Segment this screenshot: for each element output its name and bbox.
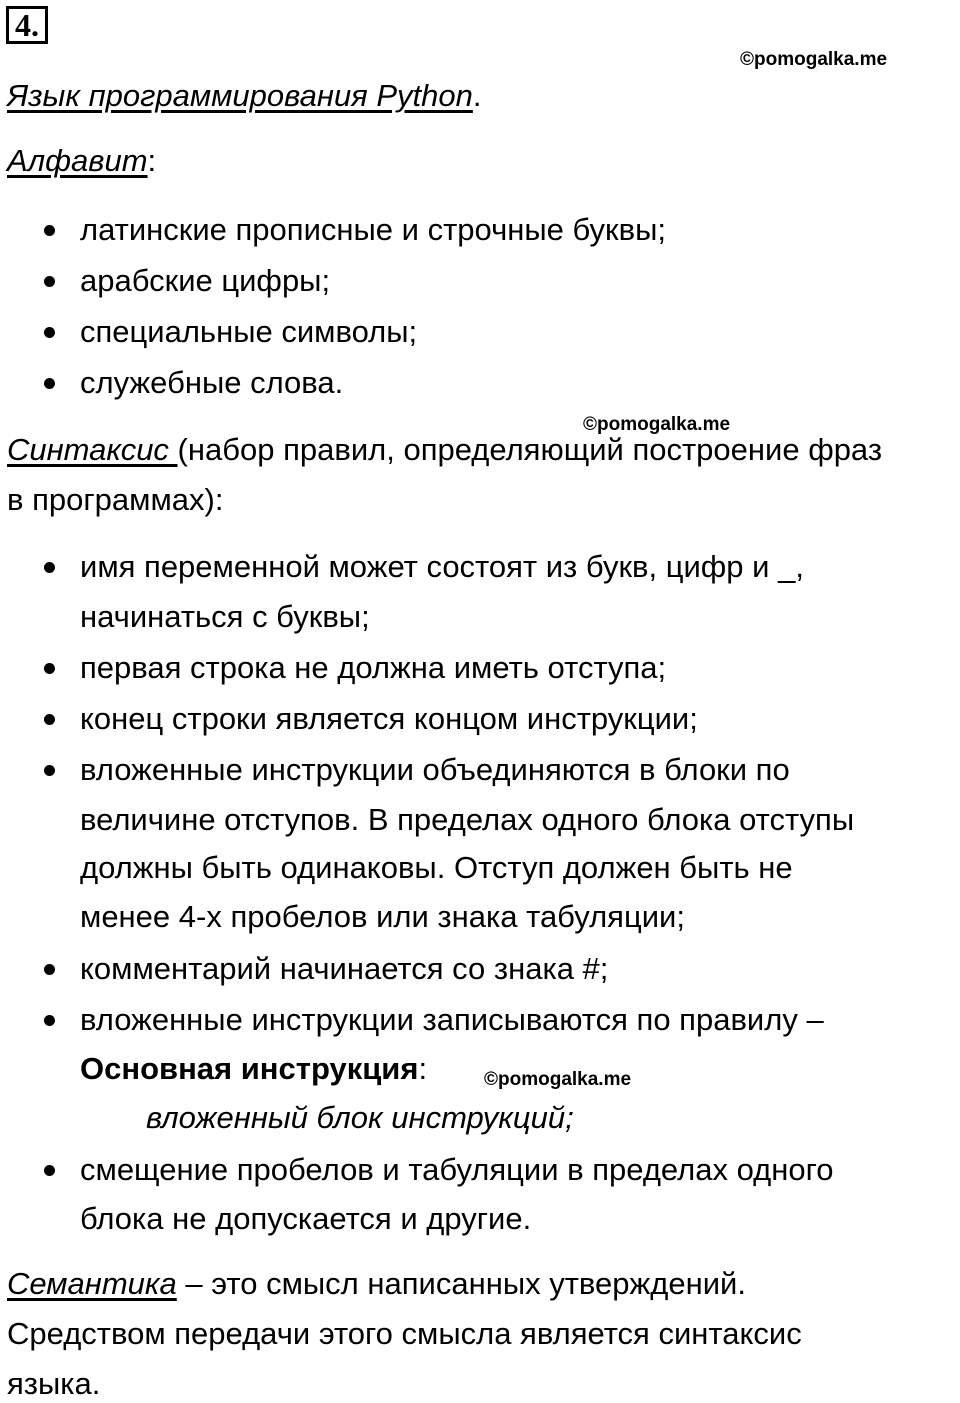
watermark-top: ©pomogalka.me — [740, 49, 888, 70]
rule-item-nested: вложенный блок инструкций; — [146, 1100, 574, 1135]
semantics-line-2: Средством передачи этого смысла является синтаксис — [7, 1316, 802, 1351]
syntax-item-line: менее 4-х пробелов или знака табуляции; — [80, 899, 685, 934]
syntax-intro-1: (набор правил, определяющий построение фраз — [177, 432, 883, 467]
bullet-icon — [44, 276, 55, 287]
syntax-item-line: первая строка не должна иметь отступа; — [80, 650, 667, 685]
syntax-item-line: имя переменной может состоят из букв, цифр и _, — [80, 549, 804, 584]
watermark-bottom: ©pomogalka.me — [484, 1069, 632, 1090]
alphabet-heading: Алфавит — [7, 143, 148, 178]
syntax-item-line: конец строки является концом инструкции; — [80, 701, 698, 736]
syntax-last-line: блока не допускается и другие. — [80, 1201, 532, 1236]
title-line — [7, 78, 482, 114]
rule-item-bold: Основная инструкция — [80, 1051, 419, 1086]
rule-item-colon: : — [418, 1051, 428, 1086]
title-underlined: Язык программирования Python — [7, 78, 473, 113]
semantics-rest: – это смысл написанных утверждений. — [176, 1266, 746, 1301]
syntax-item-line: должны быть одинаковы. Отступ должен быть не — [80, 850, 793, 885]
alphabet-item: служебные слова. — [80, 365, 344, 400]
bullet-icon — [44, 225, 55, 236]
syntax-last-line: смещение пробелов и табуляции в пределах одного — [80, 1152, 834, 1187]
bullet-icon — [44, 765, 55, 776]
syntax-heading-line — [7, 432, 882, 468]
alphabet-item: специальные символы; — [80, 314, 418, 349]
bullet-icon — [44, 378, 55, 389]
bullet-icon — [44, 1165, 55, 1176]
syntax-item-line: комментарий начинается со знака #; — [80, 951, 609, 986]
bullet-icon — [44, 327, 55, 338]
bullet-icon — [44, 663, 55, 674]
bullet-icon — [44, 964, 55, 975]
syntax-item-line: вложенные инструкции объединяются в блоки по — [80, 752, 790, 787]
alphabet-item: арабские цифры; — [80, 263, 331, 298]
bullet-icon — [44, 1015, 55, 1026]
syntax-item-line: начинаться с буквы; — [80, 599, 370, 634]
alphabet-heading-line — [7, 143, 156, 179]
alphabet-heading-suffix: : — [147, 143, 157, 178]
title-suffix: . — [472, 78, 482, 113]
semantics-line-1 — [7, 1266, 746, 1302]
semantics-line-3: языка. — [7, 1366, 101, 1401]
rule-item-main — [80, 1044, 427, 1094]
syntax-heading: Синтаксис — [7, 432, 178, 467]
bullet-icon — [44, 714, 55, 725]
semantics-heading: Семантика — [7, 1266, 177, 1301]
task-number-box: 4. — [6, 6, 48, 44]
alphabet-item: латинские прописные и строчные буквы; — [80, 212, 666, 247]
syntax-intro-2: в программах): — [7, 482, 224, 517]
syntax-item-line: величине отступов. В пределах одного блока отступы — [80, 802, 855, 837]
bullet-icon — [44, 562, 55, 573]
rule-item-line: вложенные инструкции записываются по правилу – — [80, 1002, 824, 1037]
watermark-middle: ©pomogalka.me — [583, 414, 731, 435]
